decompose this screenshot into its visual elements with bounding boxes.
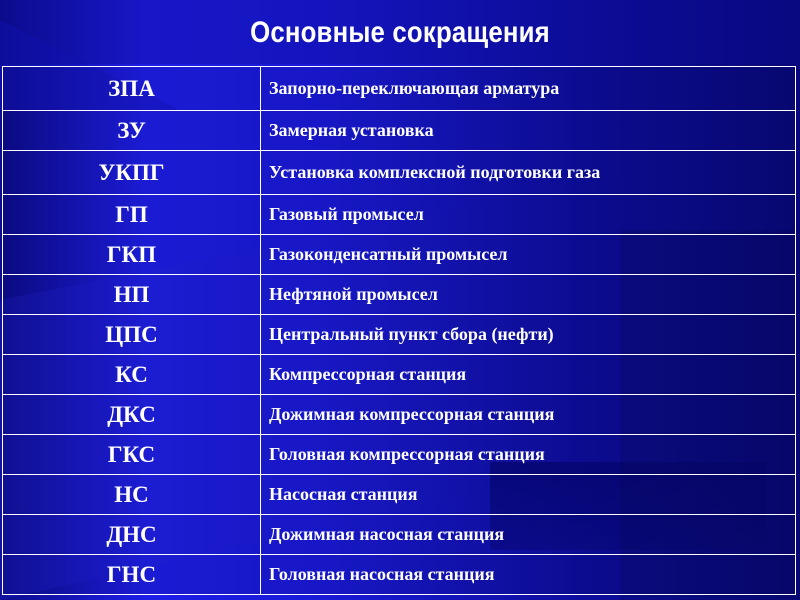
abbreviations-table xyxy=(2,66,796,595)
description-cell: Газовый промысел xyxy=(261,195,796,235)
description-cell: Центральный пункт сбора (нефти) xyxy=(261,315,796,355)
table-row xyxy=(3,555,796,595)
abbreviation-cell: НП xyxy=(3,275,261,315)
page-title: Основные сокращения xyxy=(250,16,550,49)
description-cell: Нефтяной промысел xyxy=(261,275,796,315)
table-row xyxy=(3,111,796,151)
abbreviation-cell: ГНС xyxy=(3,555,261,595)
abbreviations-table-wrapper xyxy=(2,66,796,590)
table-row xyxy=(3,355,796,395)
description-cell: Головная компрессорная станция xyxy=(261,435,796,475)
abbreviation-cell: ЗУ xyxy=(3,111,261,151)
abbreviation-cell: КС xyxy=(3,355,261,395)
abbreviation-cell: ГКП xyxy=(3,235,261,275)
description-cell: Установка комплексной подготовки газа xyxy=(261,151,796,195)
table-row xyxy=(3,67,796,111)
table-row xyxy=(3,315,796,355)
table-row xyxy=(3,515,796,555)
table-row xyxy=(3,275,796,315)
table-row xyxy=(3,235,796,275)
table-row xyxy=(3,395,796,435)
description-cell: Головная насосная станция xyxy=(261,555,796,595)
abbreviation-cell: НС xyxy=(3,475,261,515)
abbreviation-cell: ГП xyxy=(3,195,261,235)
table-row xyxy=(3,475,796,515)
abbreviation-cell: ЗПА xyxy=(3,67,261,111)
table-row xyxy=(3,151,796,195)
description-cell: Дожимная компрессорная станция xyxy=(261,395,796,435)
description-cell: Насосная станция xyxy=(261,475,796,515)
description-cell: Запорно-переключающая арматура xyxy=(261,67,796,111)
abbreviation-cell: ДНС xyxy=(3,515,261,555)
description-cell: Дожимная насосная станция xyxy=(261,515,796,555)
abbreviation-cell: ГКС xyxy=(3,435,261,475)
description-cell: Газоконденсатный промысел xyxy=(261,235,796,275)
table-row xyxy=(3,435,796,475)
abbreviation-cell: ЦПС xyxy=(3,315,261,355)
description-cell: Замерная установка xyxy=(261,111,796,151)
description-cell: Компрессорная станция xyxy=(261,355,796,395)
table-row xyxy=(3,195,796,235)
abbreviation-cell: УКПГ xyxy=(3,151,261,195)
abbreviation-cell: ДКС xyxy=(3,395,261,435)
